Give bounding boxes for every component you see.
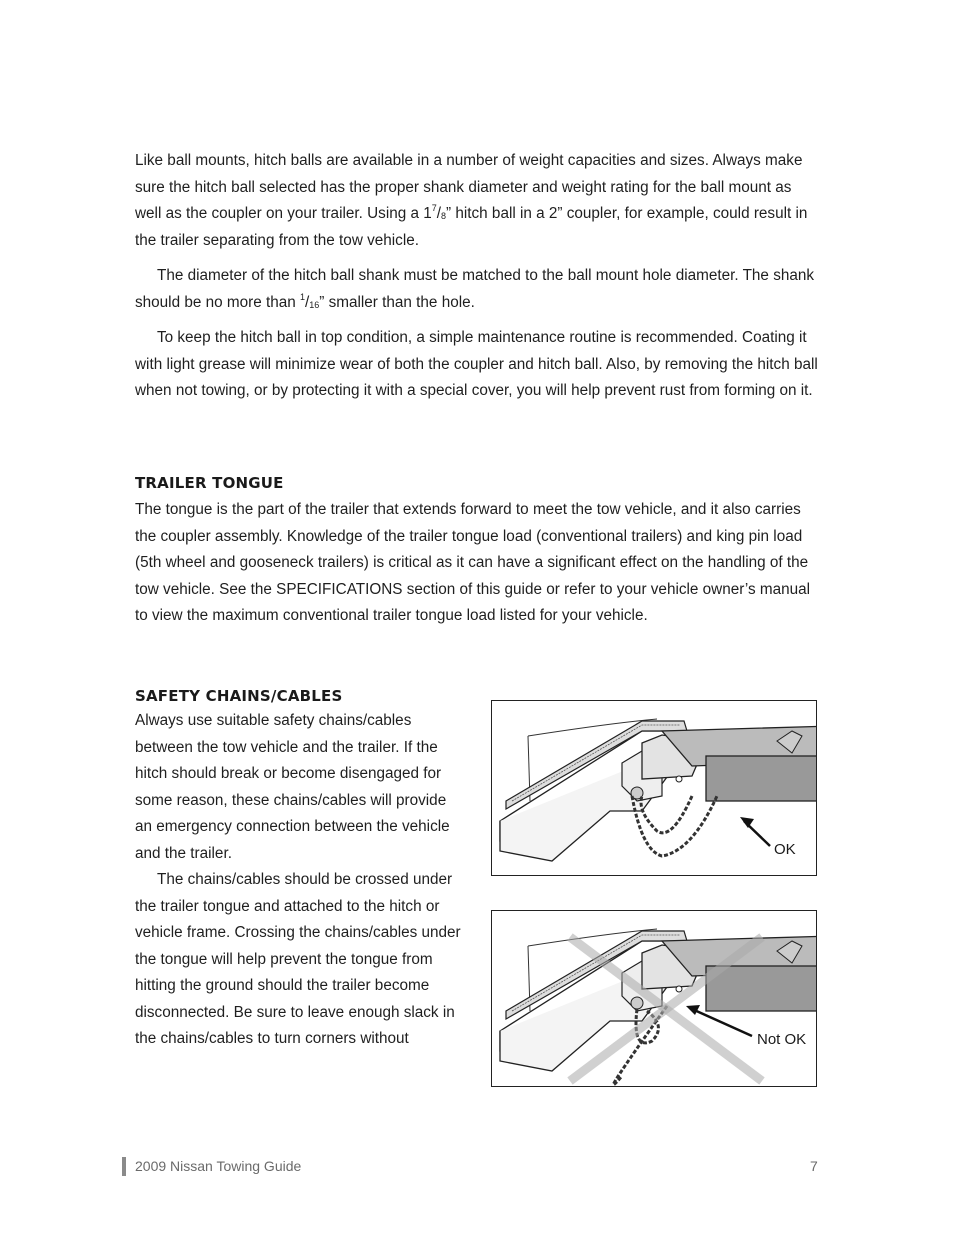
intro-paragraph-2: The diameter of the hitch ball shank must be matched to the ball mount hole diameter. The shank should be no more than $^1/_{16}$” smaller than the hole. [135, 267, 815, 311]
hitch-illustration-ok [492, 701, 817, 876]
intro-section [135, 148, 820, 414]
intro-paragraph-3: To keep the hitch ball in top condition, a simple maintenance routine is recommended. Coating it with light grease will minimize wear of both the coupler and hitch ball. Also, by removing the hitch ball when not towing, or by protecting it with a special cover, you will help prevent rust from forming on it. [135, 329, 818, 399]
fraction-denominator: 16 [309, 299, 320, 310]
figure-chains-ok [491, 700, 817, 876]
safety-chains-heading: SAFETY CHAINS/CABLES [135, 687, 343, 705]
fraction-numerator: 1 [299, 291, 305, 302]
trailer-tongue-heading: TRAILER TONGUE [135, 474, 284, 492]
safety-chains-section [135, 708, 465, 1053]
trailer-tongue-body: The tongue is the part of the trailer that extends forward to meet the tow vehicle, and it also carries the coupler assembly. Knowledge of the trailer tongue load (conventional trailers) and king pin load (5th wheel and gooseneck trailers) is critical as it can have a significant effect on the handling of the tow vehicle. See the SPECIFICATIONS section of this guide or refer to your vehicle owner’s manual to view the maximum conventional trailer tongue load listed for your vehicle. [135, 501, 811, 624]
intro-paragraph-1: Like ball mounts, hitch balls are available in a number of weight capacities and sizes. Always make sure the hitch ball selected has the proper shank diameter and weight rating for the ball mount as well as the coupler on your trailer. Using a $1^7/_8$” hitch ball in a 2” coupler, for example, could result in the trailer separating from the tow vehicle. [135, 152, 808, 249]
fraction-numerator: 7 [431, 203, 437, 213]
page-number: 7 [810, 1158, 818, 1174]
safety-chains-paragraph-2: The chains/cables should be crossed under the trailer tongue and attached to the hitch or vehicle frame. Crossing the chains/cables under the tongue will help prevent the tongue from hitting the ground should the trailer become disconnected. Be sure to leave enough slack in the chains/cables to turn corners without [135, 871, 461, 1047]
ok-label: OK [774, 841, 796, 858]
footer-title: 2009 Nissan Towing Guide [135, 1158, 302, 1174]
fraction-denominator: 8 [441, 211, 447, 221]
footer-bar [122, 1157, 126, 1176]
figure-chains-not-ok [491, 910, 817, 1087]
safety-chains-paragraph-1: Always use suitable safety chains/cables between the tow vehicle and the trailer. If the hitch should break or become disengaged for some reason, these chains/cables will provide an emergency connection between the vehicle and the trailer. [135, 712, 450, 862]
trailer-tongue-section [135, 497, 820, 639]
hitch-illustration-not-ok [492, 911, 817, 1087]
not-ok-label: Not OK [757, 1031, 807, 1048]
